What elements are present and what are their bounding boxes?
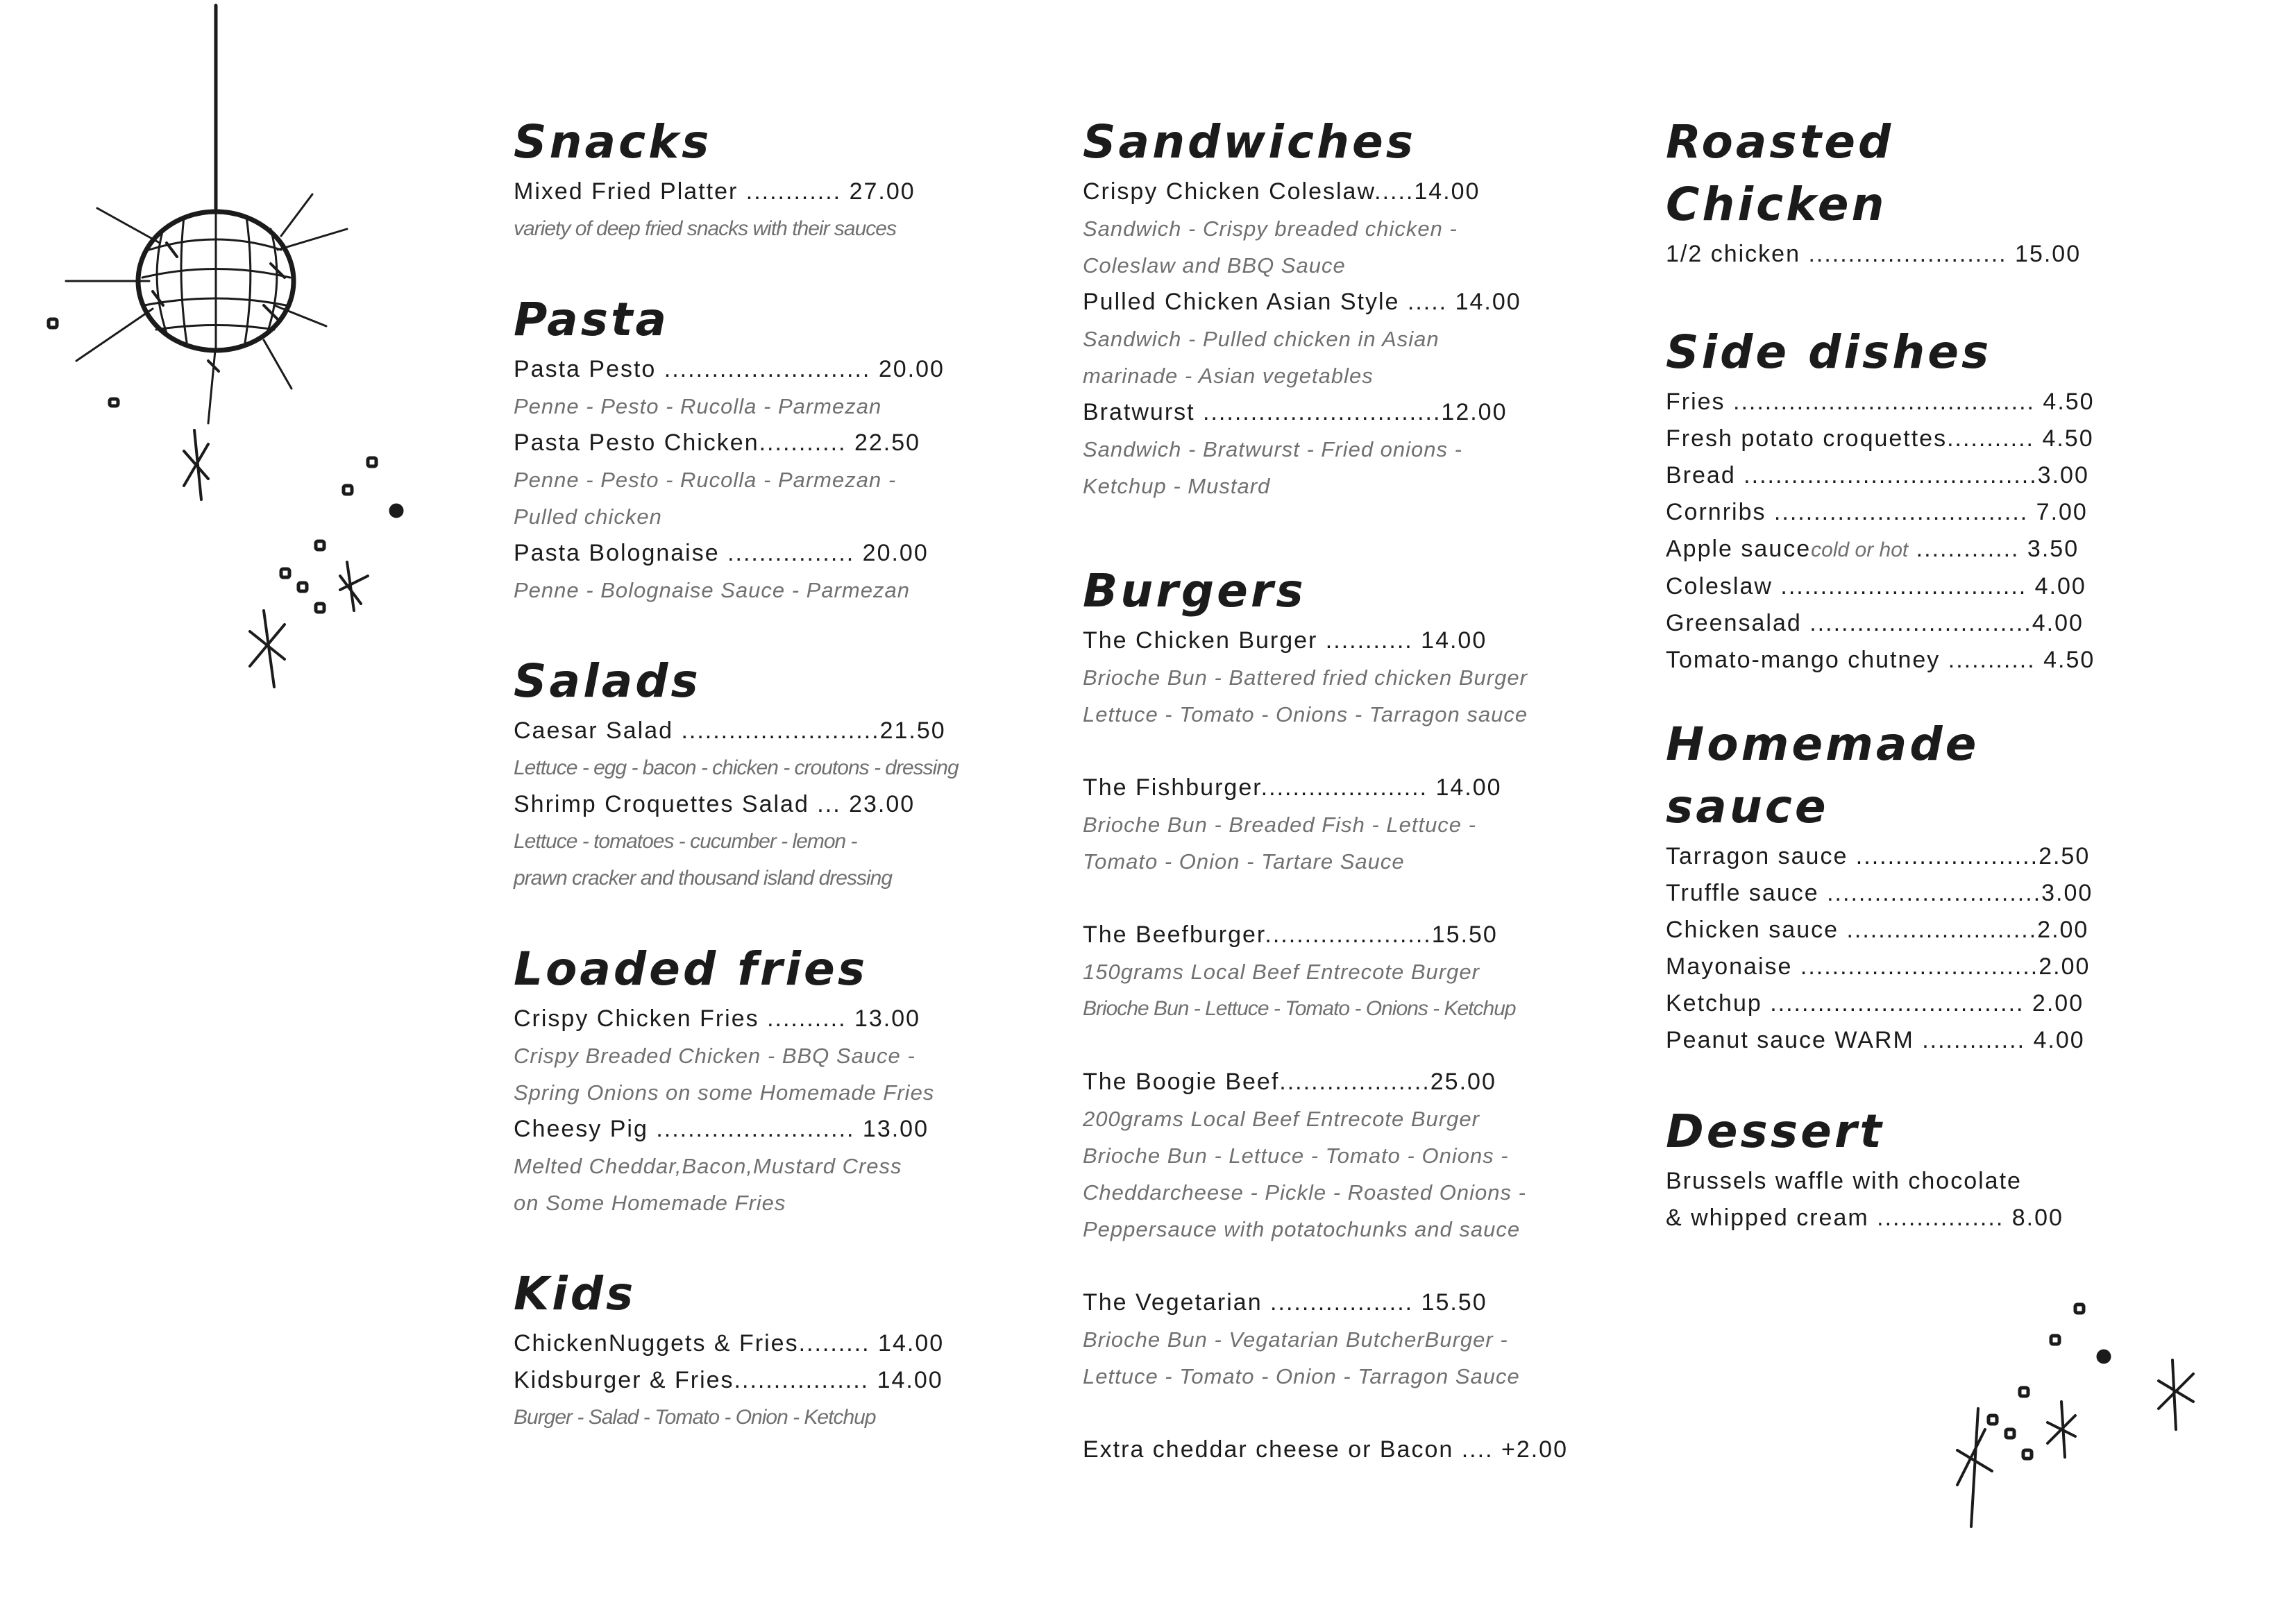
menu-item-name-price <box>1666 1163 2110 1200</box>
menu-item <box>1083 1064 1569 1248</box>
menu-item-name-price <box>1083 173 1569 210</box>
menu-item-name: ChickenNuggets & Fries......... 14.00 <box>514 1330 945 1357</box>
menu-item-name: The Boogie Beef...................25.00 <box>1083 1069 1496 1095</box>
menu-item-description: Lettuce - tomatoes - cucumber - lemon - <box>514 830 857 853</box>
menu-item <box>514 786 958 897</box>
menu-item-description: Brioche Bun - Breaded Fish - Lettuce - <box>1083 813 1476 837</box>
menu-item-name: Cornribs ................................ 7.00 <box>1666 499 2088 525</box>
section-title: Burgers <box>1083 564 1306 618</box>
menu-item <box>1083 917 1569 1027</box>
menu-item <box>1666 605 2110 642</box>
menu-column-1 <box>514 111 958 1436</box>
section-title: Roasted Chicken <box>1666 115 1894 231</box>
menu-item-name: Fries ...................................... 4.50 <box>1666 389 2095 415</box>
menu-section <box>514 111 958 247</box>
section-title: Kids <box>514 1267 636 1320</box>
sparkle-icon <box>1957 1305 2193 1527</box>
menu-section <box>1666 713 2110 1059</box>
menu-item <box>1666 236 2110 273</box>
menu-item-description: Penne - Bolognaise Sauce - Parmezan <box>514 578 910 602</box>
menu-item-name: The Fishburger..................... 14.00 <box>1083 774 1502 801</box>
menu-item-name: & whipped cream ................ 8.00 <box>1666 1205 2063 1231</box>
menu-column-3 <box>1666 111 2110 1237</box>
menu-item-name-price <box>1666 420 2110 457</box>
menu-item-name-price <box>1666 236 2110 273</box>
menu-item-name-price <box>1666 457 2110 494</box>
menu-section <box>1083 560 1569 1468</box>
menu-item-description: Peppersauce with potatochunks and sauce <box>1083 1217 1521 1241</box>
menu-item <box>1666 531 2110 568</box>
menu-item-name-price <box>1666 985 2110 1022</box>
menu-item-name: The Beefburger.....................15.50 <box>1083 921 1498 948</box>
menu-item <box>514 1001 958 1111</box>
section-title: Sandwiches <box>1083 115 1417 169</box>
menu-item-name: Chicken sauce ........................2.00 <box>1666 917 2089 943</box>
menu-section <box>1666 111 2110 273</box>
menu-item <box>1083 173 1569 284</box>
menu-item <box>514 535 958 609</box>
menu-item-description: Spring Onions on some Homemade Fries <box>514 1080 935 1105</box>
menu-item <box>514 351 958 425</box>
menu-item <box>1666 568 2110 605</box>
menu-item <box>1666 985 2110 1022</box>
menu-item-description: Lettuce - egg - bacon - chicken - croutons - dressing <box>514 756 959 779</box>
menu-item-name-price <box>514 1111 958 1148</box>
menu-item-name-price <box>1666 568 2110 605</box>
menu-item-name-price <box>514 786 958 823</box>
menu-item-name: The Chicken Burger ........... 14.00 <box>1083 627 1487 654</box>
menu-item-description: Brioche Bun - Lettuce - Tomato - Onions - <box>1083 1144 1509 1168</box>
menu-item <box>514 1362 958 1436</box>
menu-item-name-price <box>1666 1022 2110 1059</box>
menu-item-name-price <box>514 535 958 572</box>
section-title: Homemade sauce <box>1666 717 1980 833</box>
menu-item-name-price <box>1083 917 1569 953</box>
menu-item-name: The Vegetarian .................. 15.50 <box>1083 1289 1487 1316</box>
menu-item-description: Pulled chicken <box>514 504 662 529</box>
menu-item <box>514 713 958 786</box>
menu-item <box>1666 457 2110 494</box>
menu-item <box>1666 912 2110 949</box>
menu-item-name: Shrimp Croquettes Salad ... 23.00 <box>514 791 915 817</box>
menu-item-name: Brussels waffle with chocolate <box>1666 1168 2022 1194</box>
section-title: Dessert <box>1666 1105 1884 1158</box>
menu-item <box>1666 875 2110 912</box>
menu-item-name-price <box>1666 494 2110 531</box>
menu-item-name: Pasta Pesto .......................... 20.00 <box>514 356 945 382</box>
menu-item-name: Bread .....................................3.00 <box>1666 462 2089 488</box>
menu-item-description: Ketchup - Mustard <box>1083 474 1271 498</box>
menu-item-description: Sandwich - Pulled chicken in Asian <box>1083 327 1440 351</box>
menu-section <box>1666 1101 2110 1237</box>
menu-item-name-price <box>1666 605 2110 642</box>
menu-item-name-price <box>514 1362 958 1399</box>
menu-item-description: 200grams Local Beef Entrecote Burger <box>1083 1107 1480 1131</box>
menu-item-note: cold or hot <box>1811 538 1909 561</box>
menu-item-description: Tomato - Onion - Tartare Sauce <box>1083 849 1405 874</box>
menu-item-price: ............. 3.50 <box>1908 536 2079 562</box>
menu-item-name-price <box>1666 1200 2110 1237</box>
menu-item-description: Crispy Breaded Chicken - BBQ Sauce - <box>514 1044 915 1068</box>
menu-item-name: Tarragon sauce .......................2.50 <box>1666 843 2091 869</box>
menu-item-name-price <box>1666 912 2110 949</box>
menu-item <box>514 1111 958 1221</box>
menu-item-description: Lettuce - Tomato - Onions - Tarragon sauce <box>1083 702 1528 726</box>
menu-item-name: Mayonaise ..............................2.00 <box>1666 953 2091 980</box>
menu-item <box>514 173 958 247</box>
menu-item-name-price <box>514 351 958 388</box>
menu-section <box>514 938 958 1221</box>
menu-item-description: Penne - Pesto - Rucolla - Parmezan - <box>514 468 897 492</box>
menu-item <box>1083 394 1569 504</box>
menu-item-description: variety of deep fried snacks with their sauces <box>514 217 896 240</box>
menu-item-name: Bratwurst ..............................12.00 <box>1083 399 1508 425</box>
menu-item-name: Extra cheddar cheese or Bacon .... +2.00 <box>1083 1436 1568 1463</box>
menu-item-name-price <box>1666 384 2110 420</box>
menu-item-description: on Some Homemade Fries <box>514 1191 786 1215</box>
menu-item-name-price <box>1083 284 1569 321</box>
menu-item-name: Kidsburger & Fries................. 14.00 <box>514 1367 943 1393</box>
menu-item-description: Sandwich - Crispy breaded chicken - <box>1083 216 1458 241</box>
menu-item-description: marinade - Asian vegetables <box>1083 364 1374 388</box>
menu-item <box>1083 622 1569 733</box>
menu-item-name: Coleslaw ............................... 4.00 <box>1666 573 2086 600</box>
menu-item-name-price <box>1083 1284 1569 1321</box>
menu-item-description: Coleslaw and BBQ Sauce <box>1083 253 1346 278</box>
menu-item <box>1083 770 1569 880</box>
menu-item-name: Cheesy Pig ......................... 13.00 <box>514 1116 929 1142</box>
menu-item <box>1666 384 2110 420</box>
menu-item <box>1666 494 2110 531</box>
menu-item-description: Brioche Bun - Lettuce - Tomato - Onions - Ketchup <box>1083 997 1516 1020</box>
menu-item <box>1083 1284 1569 1395</box>
menu-item <box>1666 838 2110 875</box>
menu-item <box>1666 1022 2110 1059</box>
menu-item <box>514 1325 958 1362</box>
section-title: Pasta <box>514 293 670 346</box>
menu-item-name: Pulled Chicken Asian Style ..... 14.00 <box>1083 289 1521 315</box>
menu-item-name-price <box>1083 1431 1569 1468</box>
menu-item-name-price <box>1083 394 1569 431</box>
menu-section <box>514 1263 958 1436</box>
menu-item-name: Apple sauce <box>1666 536 1812 562</box>
menu-item-name: 1/2 chicken ......................... 15.00 <box>1666 241 2082 267</box>
menu-item <box>1666 420 2110 457</box>
menu-item-name-price <box>1666 875 2110 912</box>
disco-ball-icon <box>49 6 402 687</box>
menu-item <box>1666 1163 2110 1200</box>
menu-item-name-price <box>1083 1064 1569 1101</box>
menu-item-name-price <box>1666 531 2110 568</box>
menu-item <box>1666 1200 2110 1237</box>
menu-item-description: 150grams Local Beef Entrecote Burger <box>1083 960 1480 984</box>
menu-item-name: Tomato-mango chutney ........... 4.50 <box>1666 647 2095 673</box>
menu-item-description: Brioche Bun - Vegatarian ButcherBurger - <box>1083 1327 1508 1352</box>
menu-item-name-price <box>514 425 958 461</box>
menu-section <box>514 289 958 609</box>
menu-item-description: Burger - Salad - Tomato - Onion - Ketchup <box>514 1406 876 1429</box>
menu-item-name: Ketchup ................................ 2.00 <box>1666 990 2084 1017</box>
menu-item-description: Cheddarcheese - Pickle - Roasted Onions - <box>1083 1180 1526 1205</box>
menu-column-2 <box>1083 111 1569 1468</box>
menu-item-name: Crispy Chicken Coleslaw.....14.00 <box>1083 178 1480 205</box>
menu-item-name-price <box>1083 770 1569 806</box>
menu-item-description: Melted Cheddar,Bacon,Mustard Cress <box>514 1154 902 1178</box>
menu-item-name: Peanut sauce WARM ............. 4.00 <box>1666 1027 2085 1053</box>
section-title: Salads <box>514 654 701 708</box>
menu-item-name: Pasta Pesto Chicken........... 22.50 <box>514 430 921 456</box>
menu-item-name-price <box>514 1325 958 1362</box>
menu-item <box>514 425 958 535</box>
menu-section <box>1666 321 2110 679</box>
menu-item-name: Crispy Chicken Fries .......... 13.00 <box>514 1005 921 1032</box>
menu-item-name: Pasta Bolognaise ................ 20.00 <box>514 540 929 566</box>
menu-item <box>1666 949 2110 985</box>
menu-item-name-price <box>1666 642 2110 679</box>
menu-item-description: Penne - Pesto - Rucolla - Parmezan <box>514 394 882 418</box>
menu-section <box>1083 111 1569 504</box>
menu-item-name: Fresh potato croquettes........... 4.50 <box>1666 425 2094 452</box>
section-title: Loaded fries <box>514 942 868 996</box>
menu-item-description: prawn cracker and thousand island dressing <box>514 867 893 890</box>
menu-section <box>514 650 958 897</box>
menu-item-name: Truffle sauce ...........................3.00 <box>1666 880 2093 906</box>
section-title: Side dishes <box>1666 325 1992 379</box>
menu-item-name-price <box>514 1001 958 1037</box>
menu-item-description: Brioche Bun - Battered fried chicken Burger <box>1083 665 1528 690</box>
menu-item-description: Lettuce - Tomato - Onion - Tarragon Sauce <box>1083 1364 1520 1388</box>
menu-item <box>1666 642 2110 679</box>
menu-item-description: Sandwich - Bratwurst - Fried onions - <box>1083 437 1462 461</box>
menu-item-name-price <box>514 173 958 210</box>
menu-item-name-price <box>1083 622 1569 659</box>
menu-item-name-price <box>1666 949 2110 985</box>
menu-item <box>1083 1431 1569 1468</box>
menu-item-name: Mixed Fried Platter ............ 27.00 <box>514 178 915 205</box>
menu-item-name-price <box>514 713 958 749</box>
menu-item-name: Greensalad ............................4.00 <box>1666 610 2084 636</box>
menu-item <box>1083 284 1569 394</box>
menu-item-name-price <box>1666 838 2110 875</box>
section-title: Snacks <box>514 115 712 169</box>
menu-item-name: Caesar Salad .........................21.50 <box>514 717 946 744</box>
